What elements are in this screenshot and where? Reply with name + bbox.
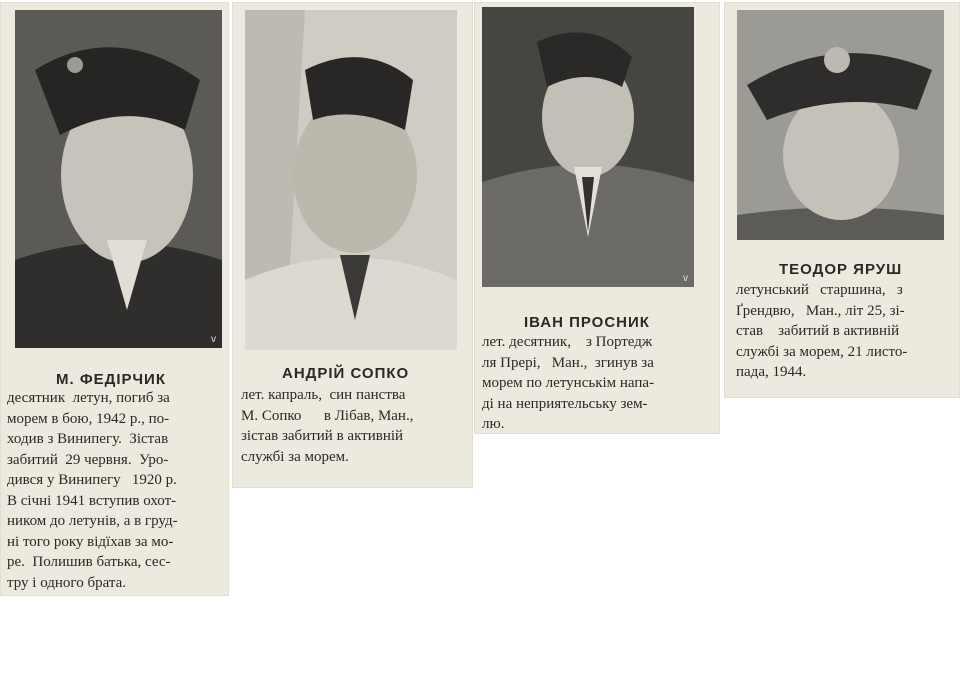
soldier-bio-yarush: летунський старшина, з Ґрендвю, Ман., літ 25, зі- став забитий в активній службі за морем, 21 листо- пада, 1944. xyxy=(736,282,908,380)
portrait-photo-sopko xyxy=(245,10,457,350)
corner-mark-icon: v xyxy=(211,334,216,345)
portrait-photo-fedirchyk xyxy=(15,10,222,348)
soldier-name-fedirchyk: М. ФЕДІРЧИК xyxy=(56,371,166,388)
soldier-bio-sopko: лет. капраль, син панства М. Сопко в Лібав, Ман., зістав забитий в активній службі за морем. xyxy=(241,387,414,465)
soldier-name-prosnyk: ІВАН ПРОСНИК xyxy=(524,314,650,331)
soldier-name-sopko: АНДРІЙ СОПКО xyxy=(282,365,410,382)
corner-mark-icon: v xyxy=(683,273,688,284)
soldier-bio-prosnyk: лет. десятник, з Портедж ля Прері, Ман., згинув за морем по летунськім напа- ді на неприятельську зем- лю. xyxy=(482,334,655,432)
soldier-name-yarush: ТЕОДОР ЯРУШ xyxy=(779,261,903,278)
portrait-photo-prosnyk xyxy=(482,7,694,287)
portrait-photo-yarush xyxy=(737,10,944,240)
soldier-bio-fedirchyk: десятник летун, погиб за морем в бою, 1942 р., по- ходив з Винипегу. Зістав забитий 29 червня. Уро- дився у Винипегу 1920 р. В січні 1941 вступив охот- ником до летунів, а в груд- ні того року відїхав за мо- ре. Полишив батька, сес- тру і одного брата. xyxy=(7,390,178,591)
